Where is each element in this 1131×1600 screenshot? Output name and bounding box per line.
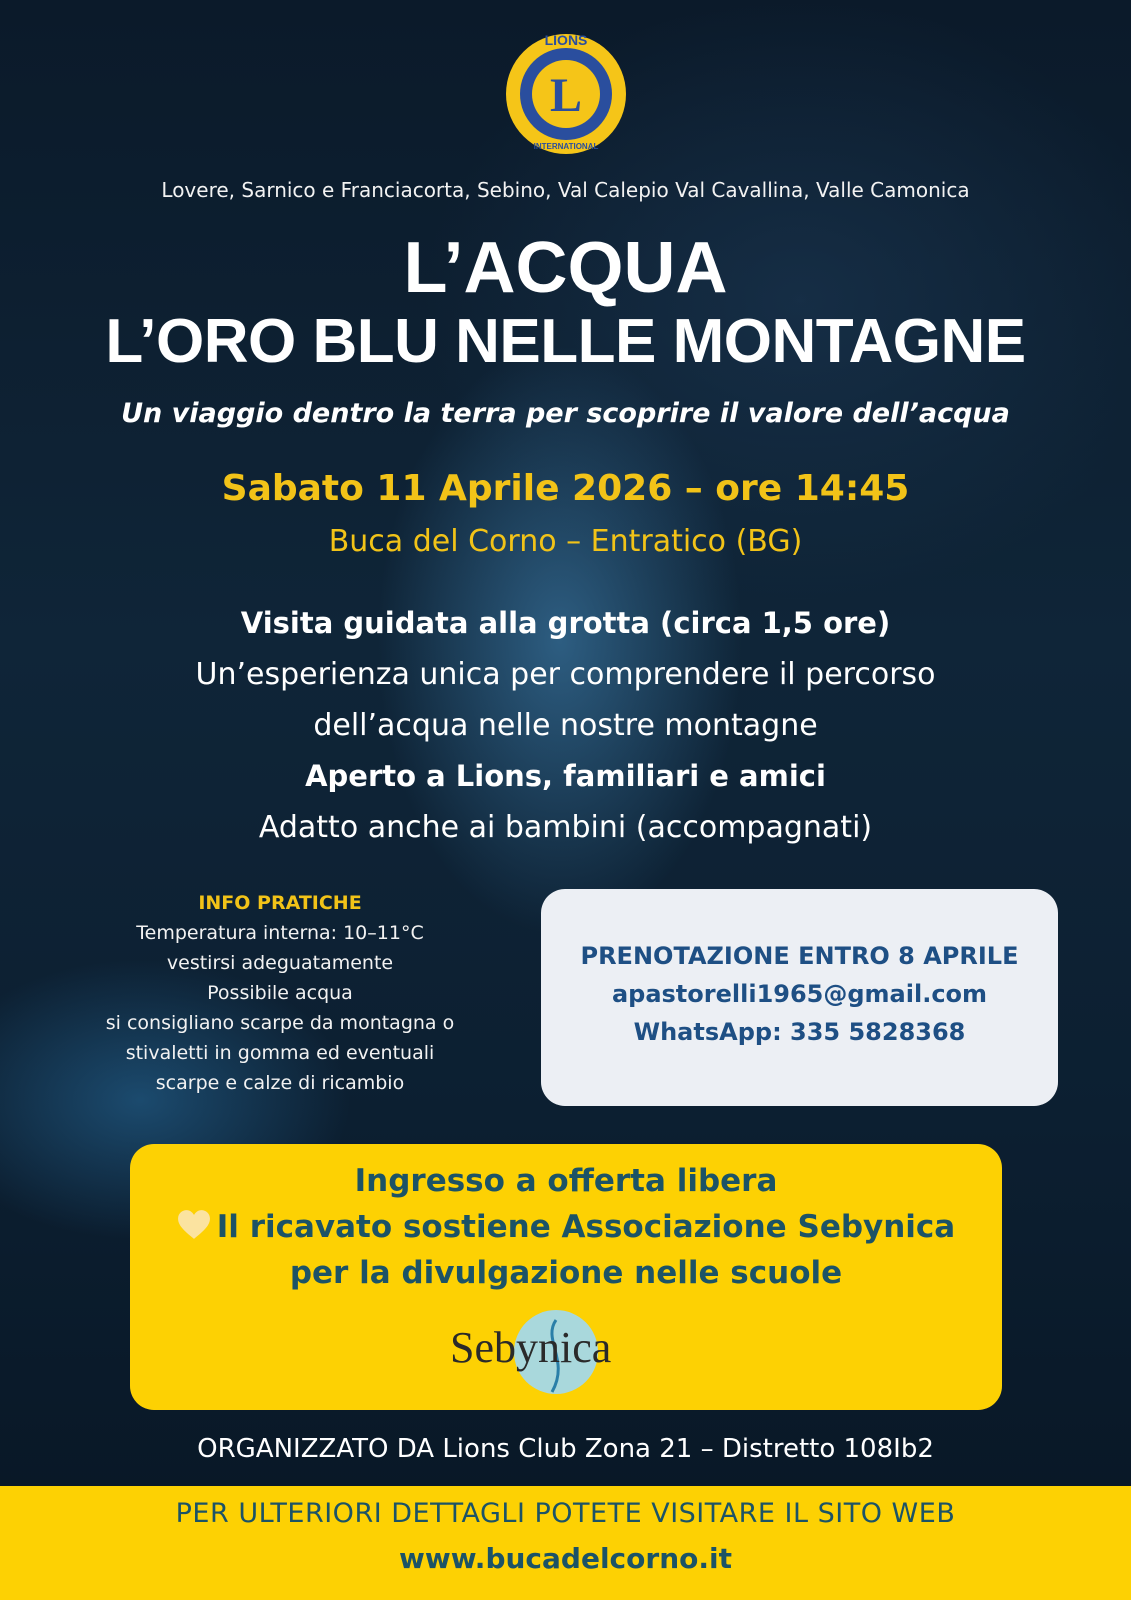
kids-info: Adatto anche ai bambini (accompagnati) — [258, 810, 873, 845]
svg-text:LIONS: LIONS — [544, 32, 588, 48]
info-line: Temperatura interna: 10–11°C — [136, 922, 424, 944]
info-line: vestirsi adeguatamente — [166, 952, 394, 974]
visit-info: Visita guidata alla grotta (circa 1,5 ore) — [240, 606, 891, 640]
sebynica-logo — [446, 1300, 696, 1404]
booking-email[interactable]: apastorelli1965@gmail.com — [611, 980, 988, 1008]
event-location: Buca del Corno – Entratico (BG) — [328, 524, 803, 559]
svg-text:INTERNATIONAL: INTERNATIONAL — [533, 142, 599, 151]
description — [0, 598, 1131, 853]
booking-whatsapp[interactable]: WhatsApp: 335 5828368 — [633, 1018, 966, 1046]
open-to: Aperto a Lions, familiari e amici — [305, 759, 826, 793]
footer — [0, 1486, 1131, 1600]
offer-line-2: Il ricavato sostiene Associazione Sebynica — [216, 1209, 956, 1245]
description-line-2: dell’acqua nelle nostre montagne — [313, 708, 818, 743]
info-pratiche — [70, 888, 490, 1098]
offer-box — [130, 1144, 1002, 1410]
info-line: si consigliano scarpe da montagna o — [105, 1012, 455, 1034]
organized-by: ORGANIZZATO DA Lions Club Zona 21 – Distretto 108Ib2 — [197, 1434, 934, 1464]
footer-text: PER ULTERIORI DETTAGLI POTETE VISITARE IL SITO WEB — [175, 1498, 956, 1529]
lions-logo — [494, 28, 638, 160]
offer-line-2-wrap — [130, 1204, 1002, 1250]
title-line-2: L’ORO BLU NELLE MONTAGNE — [105, 307, 1026, 376]
svg-text:Sebynica: Sebynica — [450, 1323, 612, 1372]
booking-deadline: PRENOTAZIONE ENTRO 8 APRILE — [580, 942, 1019, 970]
offer-line-3: per la divulgazione nelle scuole — [289, 1255, 843, 1291]
info-heading: INFO PRATICHE — [198, 892, 362, 914]
svg-text:L: L — [549, 69, 583, 122]
info-line: scarpe e calze di ricambio — [155, 1072, 405, 1094]
clubs-list: Lovere, Sarnico e Franciacorta, Sebino, Val Calepio Val Cavallina, Valle Camonica — [161, 178, 970, 202]
info-line: stivaletti in gomma ed eventuali — [125, 1042, 435, 1064]
description-line-1: Un’esperienza unica per comprendere il percorso — [195, 657, 936, 692]
booking-box — [541, 889, 1058, 1106]
info-line: Possibile acqua — [207, 982, 353, 1004]
offer-line-1: Ingresso a offerta libera — [354, 1163, 778, 1199]
heart-icon — [177, 1208, 211, 1242]
subtitle: Un viaggio dentro la terra per scoprire il valore dell’acqua — [121, 398, 1010, 429]
event-date: Sabato 11 Aprile 2026 – ore 14:45 — [221, 468, 910, 509]
website-link[interactable]: www.bucadelcorno.it — [399, 1542, 732, 1575]
title-line-1: L’ACQUA — [403, 228, 728, 308]
